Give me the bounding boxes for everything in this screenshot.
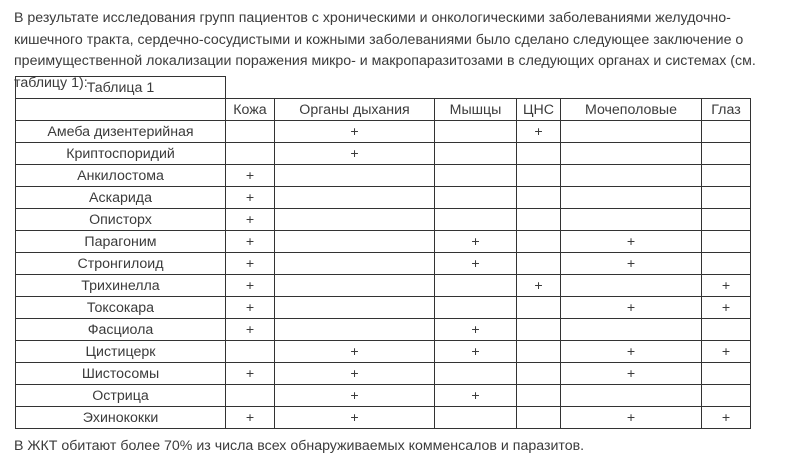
localization-cell — [702, 253, 751, 275]
localization-cell — [561, 275, 702, 297]
localization-cell — [702, 363, 751, 385]
localization-cell — [517, 231, 561, 253]
localization-cell: + — [517, 275, 561, 297]
localization-cell — [226, 341, 275, 363]
table-row — [16, 143, 751, 165]
parasite-name-cell: Парагоним — [16, 231, 226, 253]
localization-cell: + — [561, 297, 702, 319]
parasite-name-cell: Эхинококки — [16, 407, 226, 429]
localization-cell: + — [275, 385, 435, 407]
localization-cell — [275, 319, 435, 341]
localization-cell — [517, 319, 561, 341]
header-row — [16, 99, 751, 121]
caption-row — [16, 77, 751, 99]
table-row — [16, 275, 751, 297]
table-row — [16, 363, 751, 385]
parasite-name-cell: Криптоспоридий — [16, 143, 226, 165]
table-body — [16, 77, 751, 429]
localization-cell — [226, 385, 275, 407]
localization-cell: + — [517, 121, 561, 143]
localization-cell: + — [435, 385, 517, 407]
parasite-name-cell: Токсокара — [16, 297, 226, 319]
localization-cell — [561, 187, 702, 209]
table-row — [16, 407, 751, 429]
localization-cell: + — [561, 231, 702, 253]
localization-cell — [702, 209, 751, 231]
localization-cell — [702, 319, 751, 341]
localization-cell — [517, 253, 561, 275]
localization-cell — [561, 385, 702, 407]
parasite-name-cell: Фасциола — [16, 319, 226, 341]
localization-cell — [275, 297, 435, 319]
localization-cell — [517, 363, 561, 385]
localization-cell: + — [226, 407, 275, 429]
parasite-name-cell: Описторх — [16, 209, 226, 231]
localization-cell — [275, 231, 435, 253]
localization-cell — [702, 187, 751, 209]
localization-cell — [517, 407, 561, 429]
localization-cell: + — [435, 231, 517, 253]
table-row — [16, 165, 751, 187]
localization-cell: + — [226, 319, 275, 341]
parasite-name-cell: Цистицерк — [16, 341, 226, 363]
localization-cell — [702, 231, 751, 253]
localization-cell: + — [702, 275, 751, 297]
localization-cell — [517, 187, 561, 209]
localization-cell — [435, 143, 517, 165]
parasite-name-cell: Шистосомы — [16, 363, 226, 385]
column-header-muscles: Мышцы — [435, 99, 517, 121]
table-row — [16, 209, 751, 231]
localization-cell: + — [435, 253, 517, 275]
localization-cell: + — [226, 187, 275, 209]
table-row — [16, 253, 751, 275]
localization-cell — [517, 143, 561, 165]
table-caption: Таблица 1 — [16, 77, 226, 99]
localization-cell — [275, 187, 435, 209]
localization-cell: + — [561, 341, 702, 363]
table-row — [16, 231, 751, 253]
localization-cell: + — [226, 231, 275, 253]
localization-cell — [702, 143, 751, 165]
localization-cell — [435, 187, 517, 209]
localization-cell — [561, 143, 702, 165]
localization-cell: + — [702, 341, 751, 363]
localization-cell: + — [702, 407, 751, 429]
localization-cell — [517, 165, 561, 187]
localization-cell: + — [226, 165, 275, 187]
table-row — [16, 341, 751, 363]
localization-cell: + — [435, 341, 517, 363]
localization-cell — [226, 143, 275, 165]
column-header-urogenital: Мочеполовые — [561, 99, 702, 121]
localization-cell — [435, 407, 517, 429]
localization-cell: + — [561, 253, 702, 275]
column-header-eye: Глаз — [702, 99, 751, 121]
parasite-name-cell: Стронгилоид — [16, 253, 226, 275]
localization-cell — [275, 209, 435, 231]
localization-table — [15, 76, 751, 429]
localization-cell — [561, 165, 702, 187]
localization-cell — [435, 297, 517, 319]
localization-cell — [702, 165, 751, 187]
localization-cell — [561, 319, 702, 341]
parasite-name-cell: Аскарида — [16, 187, 226, 209]
table-row — [16, 187, 751, 209]
localization-cell: + — [275, 341, 435, 363]
localization-cell: + — [226, 275, 275, 297]
parasite-name-cell: Амеба дизентерийная — [16, 121, 226, 143]
header-corner-cell — [16, 99, 226, 121]
parasite-name-cell: Острица — [16, 385, 226, 407]
caption-spacer — [226, 77, 751, 99]
localization-cell — [275, 165, 435, 187]
table-row — [16, 297, 751, 319]
table-row — [16, 319, 751, 341]
intro-paragraph: В результате исследования групп пациентов с хроническими и онкологическими заболеваниями желудочно-кишечного тракта, сердечно-сосудистыми и кожными заболеваниями было сделано следующее заключение о преимущественной локализации поражения микро- и макропаразитозами в следующих органах и системах (см. таблицу 1): — [14, 10, 756, 91]
localization-cell — [435, 165, 517, 187]
localization-cell — [702, 121, 751, 143]
localization-cell: + — [561, 363, 702, 385]
localization-cell: + — [275, 363, 435, 385]
localization-cell: + — [275, 121, 435, 143]
parasite-name-cell: Анкилостома — [16, 165, 226, 187]
localization-cell — [435, 275, 517, 297]
column-header-respiratory: Органы дыхания — [275, 99, 435, 121]
localization-cell — [226, 121, 275, 143]
table-row — [16, 121, 751, 143]
column-header-cns: ЦНС — [517, 99, 561, 121]
localization-cell — [517, 341, 561, 363]
localization-cell: + — [226, 209, 275, 231]
localization-cell — [561, 209, 702, 231]
footer-paragraph: В ЖКТ обитают более 70% из числа всех обнаруживаемых комменсалов и паразитов. — [14, 438, 585, 454]
localization-cell — [435, 121, 517, 143]
localization-cell — [517, 297, 561, 319]
localization-cell: + — [435, 319, 517, 341]
localization-cell: + — [561, 407, 702, 429]
localization-cell: + — [275, 407, 435, 429]
parasite-name-cell: Трихинелла — [16, 275, 226, 297]
localization-cell — [435, 209, 517, 231]
localization-cell — [275, 253, 435, 275]
localization-cell — [435, 363, 517, 385]
localization-cell: + — [702, 297, 751, 319]
localization-cell — [517, 385, 561, 407]
localization-cell — [561, 121, 702, 143]
localization-cell: + — [275, 143, 435, 165]
table-row — [16, 385, 751, 407]
localization-cell: + — [226, 363, 275, 385]
column-header-skin: Кожа — [226, 99, 275, 121]
localization-cell — [702, 385, 751, 407]
localization-cell — [517, 209, 561, 231]
localization-cell — [275, 275, 435, 297]
localization-cell: + — [226, 253, 275, 275]
localization-cell: + — [226, 297, 275, 319]
